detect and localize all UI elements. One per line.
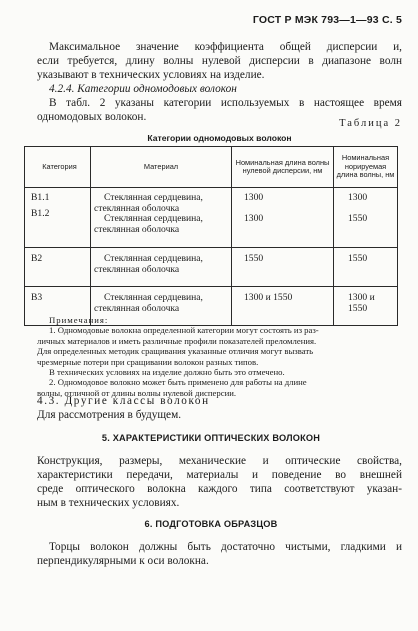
intro-line-2: если требуется, длину волны нулевой дисперсии в диапазоне волн <box>37 55 402 67</box>
notes-title: Примечания: <box>49 315 109 325</box>
cell-nominal-wavelength: 1300 и 1550 <box>334 287 398 326</box>
section-6-line-2: перпендикулярными к оси волокна. <box>37 555 209 567</box>
material-line: стеклянная оболочка <box>94 302 180 314</box>
material-line: стеклянная оболочка <box>94 202 180 214</box>
fiber-categories-table <box>24 146 398 326</box>
table-row <box>25 248 398 287</box>
header-zero-dispersion: Номинальная длина волны нулевой дисперсии, нм <box>232 147 334 188</box>
note-line: личных материалов и иметь различные профили показателей преломления. <box>37 335 317 346</box>
table-number: Таблица 2 <box>339 118 402 129</box>
page-header: ГОСТ Р МЭК 793—1—93 С. 5 <box>252 14 402 26</box>
sub-line-1: В табл. 2 указаны категории используемых в настоящее время <box>49 97 402 109</box>
material-line: Стеклянная сердцевина, <box>104 292 203 303</box>
table-header-row <box>25 147 398 188</box>
cell-nominal-wavelength <box>334 188 398 248</box>
section-5-title: 5. ХАРАКТЕРИСТИКИ ОПТИЧЕСКИХ ВОЛОКОН <box>101 433 321 443</box>
subsection-4-3-heading: 4.3. Другие классы волокон <box>37 395 210 407</box>
material-line: стеклянная оболочка <box>94 223 180 235</box>
material-line: Стеклянная сердцевина, <box>104 213 203 224</box>
header-category: Категория <box>25 147 91 188</box>
header-nominal-wavelength: Номинальная норируемая длина волны, нм <box>334 147 398 188</box>
cell-category: B2 <box>25 248 91 287</box>
value-nominal-wavelength: 1550 <box>348 212 368 224</box>
subsection-4-3-text: Для рассмотрения в будущем. <box>37 409 182 421</box>
cell-zero-dispersion <box>232 188 334 248</box>
section-6-line-1: Торцы волокон должны быть достаточно чистыми, гладкими и <box>49 541 402 553</box>
value-zero-dispersion: 1300 <box>244 192 264 203</box>
cell-category: B3 <box>25 287 91 326</box>
note-line: В технических условиях на изделие должно быть это отмечено. <box>49 367 285 378</box>
cell-material <box>91 248 232 287</box>
header-material: Материал <box>91 147 232 188</box>
intro-line-1: Максимальное значение коэффициента общей дисперсии и, <box>49 41 402 53</box>
section-5-line-4: ным в технических условиях. <box>37 497 180 509</box>
value-zero-dispersion: 1300 <box>244 212 264 224</box>
note-line: чрезмерные потери при сращивании волокон разных типов. <box>37 356 259 367</box>
cell-zero-dispersion: 1550 <box>232 248 334 287</box>
material-line: стеклянная оболочка <box>94 263 180 275</box>
section-5-line-1: Конструкция, размеры, механические и оптические свойства, <box>37 455 402 467</box>
table-caption: Категории одномодовых волокон <box>147 133 292 143</box>
intro-line-3: указывают в технических условиях на изделие. <box>37 69 265 81</box>
note-line: 1. Одномодовые волокна определенной категории могут состоять из раз- <box>49 325 319 336</box>
note-line: волны, отличной от длины волны нулевой дисперсии. <box>37 387 237 398</box>
subsection-heading: 4.2.4. Категории одномодовых волокон <box>49 83 237 95</box>
section-6-title: 6. ПОДГОТОВКА ОБРАЗЦОВ <box>144 519 278 529</box>
section-5-line-3: среде оптического волокна каждого типа соответствуют указан- <box>37 483 402 495</box>
table-notes <box>37 315 402 398</box>
note-line: 2. Одномодовое волокно может быть применено для работы на длине <box>49 377 307 388</box>
section-5-line-2: характеристики передачи, материалы и поведение во внешней <box>37 469 402 481</box>
cell-material <box>91 188 232 248</box>
value-nominal-wavelength: 1300 <box>348 192 368 203</box>
cell-zero-dispersion: 1300 и 1550 <box>232 287 334 326</box>
cell-category <box>25 188 91 248</box>
material-line: Стеклянная сердцевина, <box>104 192 203 203</box>
note-line: Для определенных методик сращивания указанные отличия могут вызвать <box>37 346 314 357</box>
cell-nominal-wavelength: 1550 <box>334 248 398 287</box>
table-row <box>25 188 398 248</box>
category-b1-1: B1.1 <box>31 192 50 203</box>
material-line: Стеклянная сердцевина, <box>104 253 203 264</box>
sub-line-2: одномодовых волокон. <box>37 111 147 123</box>
category-b1-2: B1.2 <box>31 207 50 219</box>
